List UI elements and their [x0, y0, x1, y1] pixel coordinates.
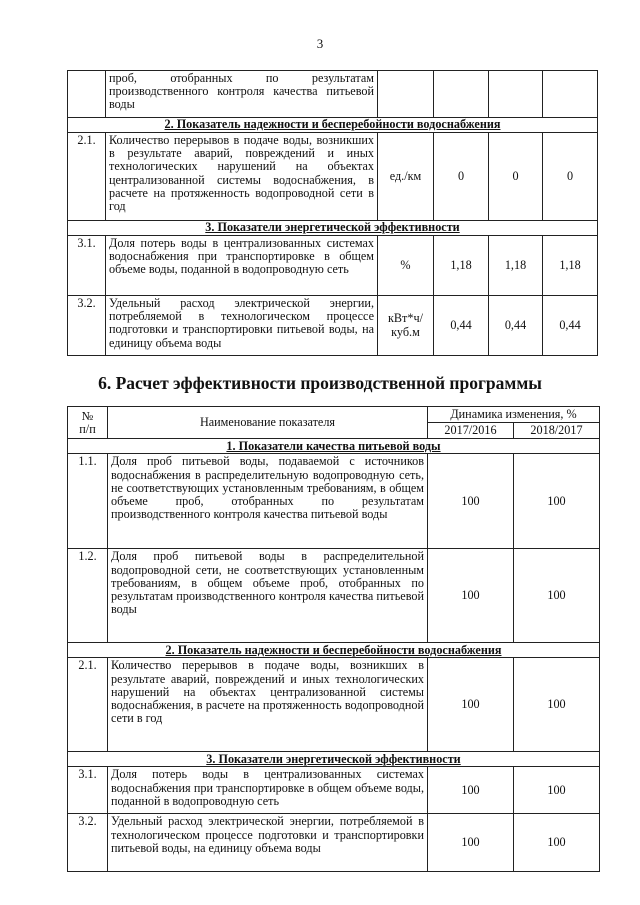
- value-cell: 0,44: [543, 296, 598, 356]
- indicator-name: Удельный расход электрической энергии, потребляемой в технологическом процессе подготовки и транспортировки питьевой воды, на единицу объема воды: [108, 814, 428, 872]
- value-cell: 100: [428, 767, 514, 814]
- row-number: [68, 71, 106, 118]
- value-cell: 100: [514, 658, 600, 752]
- header-num: [68, 407, 108, 439]
- row-number: 3.1.: [68, 236, 106, 296]
- value-cell: 0,44: [434, 296, 489, 356]
- section-row: [68, 118, 598, 133]
- section-title: 2. Показатель надежности и бесперебойности водоснабжения: [68, 118, 598, 133]
- indicator-name: Доля потерь воды в централизованных системах водоснабжения при транспортировке в общем объеме воды, поданной в водопроводную сеть: [106, 236, 378, 296]
- row-number: 3.2.: [68, 814, 108, 872]
- value-cell: 1,18: [489, 236, 543, 296]
- unit-cell: ед./км: [378, 133, 434, 221]
- indicator-name: Доля проб питьевой воды, подаваемой с источников водоснабжения в распределительную водопроводную сеть, не соответствующих установленным требованиям, в общем объеме проб, отобранных по результатам производственного контроля качества питьевой воды: [108, 454, 428, 549]
- efficiency-table: [67, 406, 600, 872]
- value-cell: 100: [428, 658, 514, 752]
- value-cell: 100: [514, 549, 600, 643]
- header-col-2018-2017: 2018/2017: [514, 423, 600, 439]
- table-row: [68, 767, 600, 814]
- table-row: [68, 658, 600, 752]
- section-row: [68, 439, 600, 454]
- header-col-2017-2016: 2017/2016: [428, 423, 514, 439]
- indicator-name: Доля потерь воды в централизованных системах водоснабжения при транспортировке в общем объеме воды, поданной в водопроводную сеть: [108, 767, 428, 814]
- unit-cell: %: [378, 236, 434, 296]
- section-title: 1. Показатели качества питьевой воды: [68, 439, 600, 454]
- section-row: [68, 752, 600, 767]
- value-cell: 100: [514, 814, 600, 872]
- header-row: [68, 407, 600, 423]
- section-title: 2. Показатель надежности и бесперебойности водоснабжения: [68, 643, 600, 658]
- indicator-name: Удельный расход электрической энергии, потребляемой в технологическом процессе подготовки и транспортировки питьевой воды, на единицу объема воды: [106, 296, 378, 356]
- table-row: [68, 296, 598, 356]
- row-number: 1.2.: [68, 549, 108, 643]
- header-num-line1: №: [81, 408, 94, 423]
- section-title: 3. Показатели энергетической эффективности: [68, 752, 600, 767]
- header-dynamics: Динамика изменения, %: [428, 407, 600, 423]
- section-row: [68, 221, 598, 236]
- row-number: 1.1.: [68, 454, 108, 549]
- indicator-name: проб, отобранных по результатам производственного контроля качества питьевой воды: [106, 71, 378, 118]
- page-number: 3: [316, 36, 324, 51]
- row-number: 2.1.: [68, 133, 106, 221]
- table-row: [68, 814, 600, 872]
- value-cell: 100: [428, 549, 514, 643]
- value-cell: 0: [434, 133, 489, 221]
- table-row: [68, 133, 598, 221]
- value-cell: 100: [428, 814, 514, 872]
- indicator-name: Доля проб питьевой воды в распределительной водопроводной сети, не соответствующих установленным требованиям, в общем объеме проб, отобранных по результатам производственного контроля качества питьевой воды: [108, 549, 428, 643]
- value-cell: [434, 71, 489, 118]
- indicator-name: Количество перерывов в подаче воды, возникших в результате аварий, повреждений и иных технологических нарушений на объектах централизованной системы водоснабжения, в расчете на протяженность водопроводной сети в год: [106, 133, 378, 221]
- value-cell: 0: [489, 133, 543, 221]
- indicator-name: Количество перерывов в подаче воды, возникших в результате аварий, повреждений и иных технологических нарушений на объектах централизованной системы водоснабжения, в расчете на протяженность водопроводной сети в год: [108, 658, 428, 752]
- value-cell: 0,44: [489, 296, 543, 356]
- row-number: 2.1.: [68, 658, 108, 752]
- table-row: [68, 454, 600, 549]
- section-title: 3. Показатели энергетической эффективности: [68, 221, 598, 236]
- value-cell: 100: [428, 454, 514, 549]
- row-number: 3.1.: [68, 767, 108, 814]
- value-cell: 100: [514, 767, 600, 814]
- indicators-table-continued: [67, 70, 598, 356]
- value-cell: 1,18: [543, 236, 598, 296]
- header-num-line2: п/п: [79, 421, 96, 436]
- header-name: Наименование показателя: [108, 407, 428, 439]
- unit-cell: [378, 71, 434, 118]
- value-cell: 100: [514, 454, 600, 549]
- section-row: [68, 643, 600, 658]
- table-row: [68, 236, 598, 296]
- unit-cell: кВт*ч/ куб.м: [378, 296, 434, 356]
- value-cell: [489, 71, 543, 118]
- table-row: [68, 71, 598, 118]
- table-row: [68, 549, 600, 643]
- value-cell: 0: [543, 133, 598, 221]
- section-heading: 6. Расчет эффективности производственной программы: [98, 373, 542, 393]
- value-cell: 1,18: [434, 236, 489, 296]
- value-cell: [543, 71, 598, 118]
- row-number: 3.2.: [68, 296, 106, 356]
